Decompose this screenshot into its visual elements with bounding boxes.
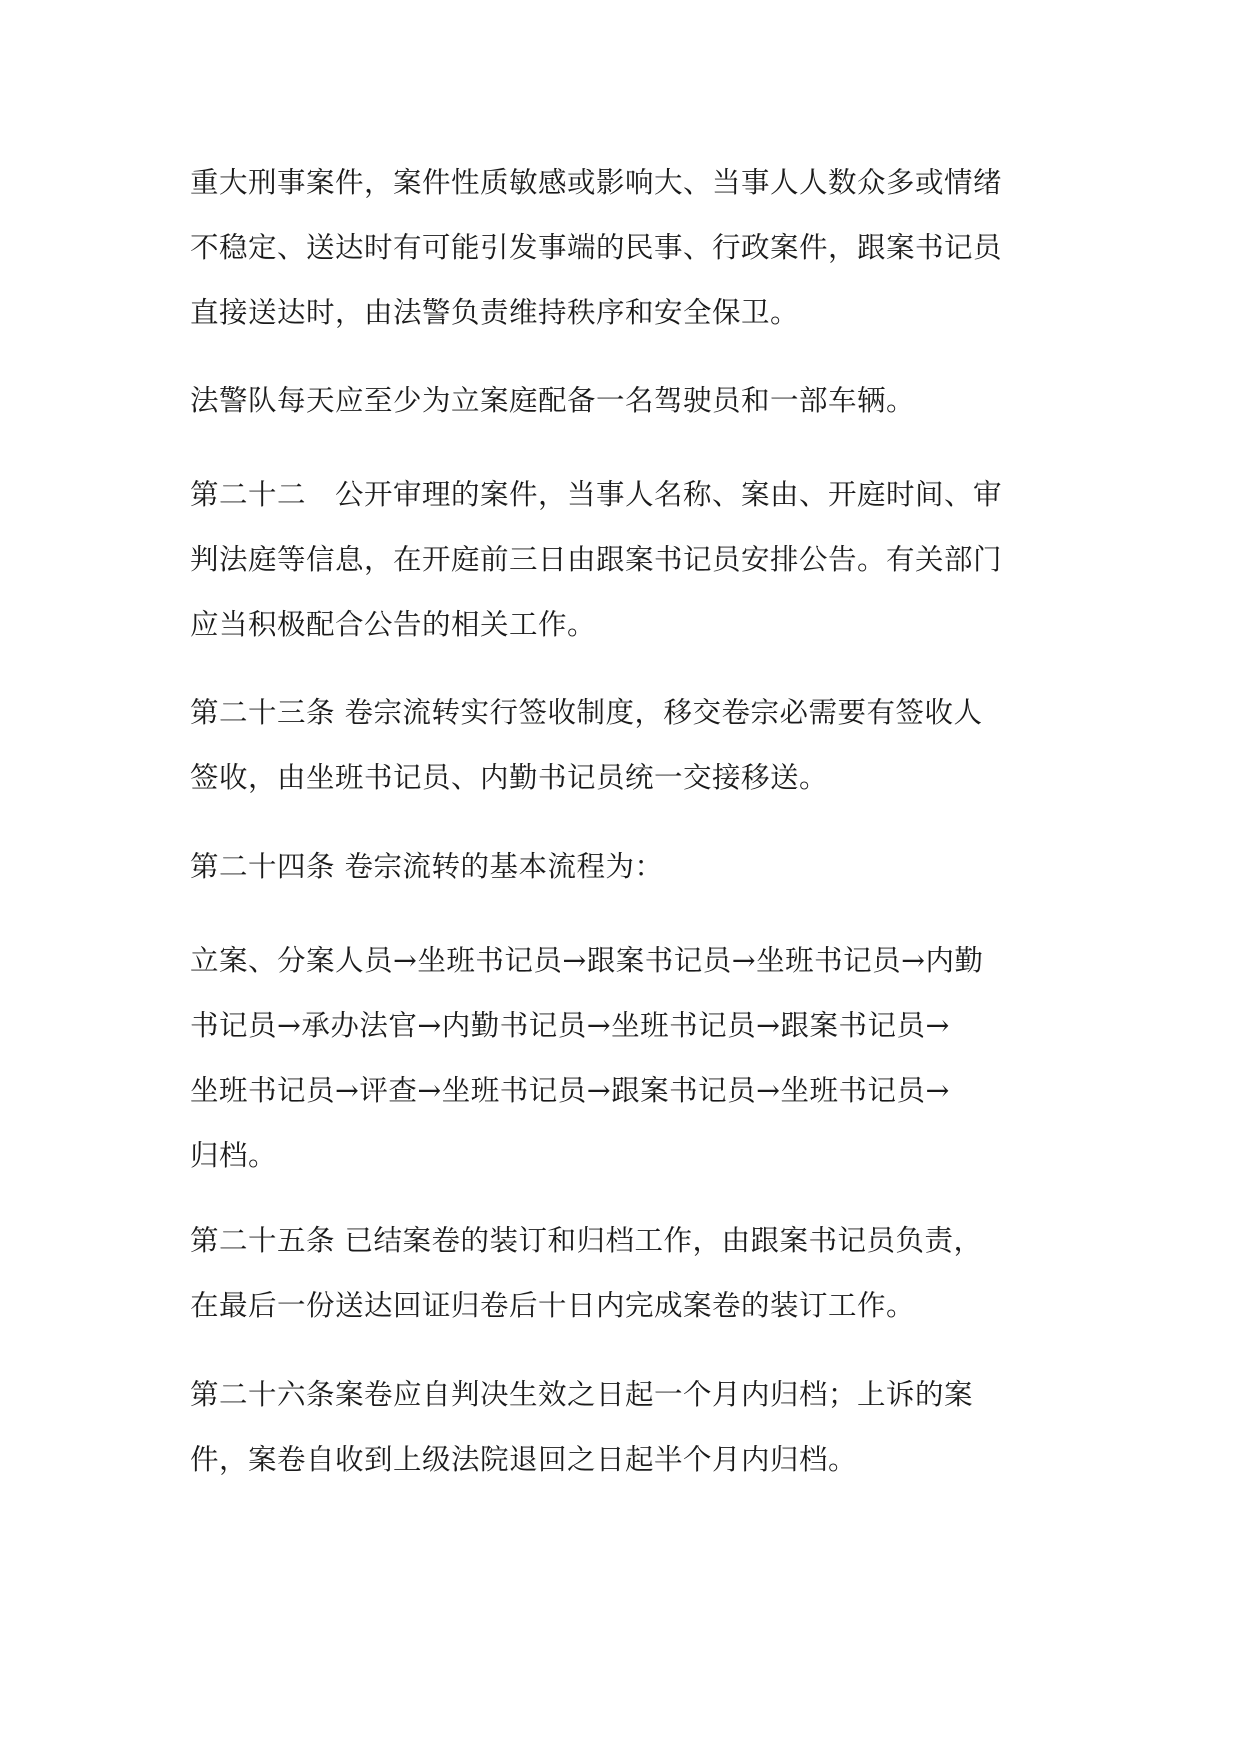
paragraph-criminal-case-delivery: [190, 150, 1070, 345]
paragraph-article-25: [190, 1208, 1070, 1338]
paragraph-bailiff-vehicle: [190, 368, 1070, 433]
text-line: 书记员→承办法官→内勤书记员→坐班书记员→跟案书记员→: [190, 1009, 950, 1042]
text-line: 重大刑事案件，案件性质敏感或影响大、当事人人数众多或情绪: [190, 166, 1003, 199]
text-line: 立案、分案人员→坐班书记员→跟案书记员→坐班书记员→内勤: [190, 944, 984, 977]
text-line: 不稳定、送达时有可能引发事端的民事、行政案件，跟案书记员: [190, 231, 1003, 264]
text-line: 第二十四条 卷宗流转的基本流程为：: [190, 850, 664, 883]
text-line: 第二十三条 卷宗流转实行签收制度，移交卷宗必需要有签收人: [190, 696, 983, 729]
text-line: 判法庭等信息，在开庭前三日由跟案书记员安排公告。有关部门: [190, 543, 1003, 576]
text-line: 第二十二 公开审理的案件，当事人名称、案由、开庭时间、审: [190, 478, 1003, 511]
text-line: 归档。: [190, 1139, 278, 1172]
text-line: 签收，由坐班书记员、内勤书记员统一交接移送。: [190, 761, 829, 794]
paragraph-article-23: [190, 680, 1070, 810]
text-line: 应当积极配合公告的相关工作。: [190, 608, 597, 641]
paragraph-case-file-flow: [190, 928, 1070, 1188]
text-line: 第二十六条案卷应自判决生效之日起一个月内归档；上诉的案: [190, 1378, 974, 1411]
text-line: 件，案卷自收到上级法院退回之日起半个月内归档。: [190, 1443, 858, 1476]
paragraph-article-22: [190, 462, 1070, 657]
paragraph-article-26: [190, 1362, 1070, 1492]
text-line: 第二十五条 已结案卷的装订和归档工作，由跟案书记员负责，: [190, 1224, 983, 1257]
text-line: 法警队每天应至少为立案庭配备一名驾驶员和一部车辆。: [190, 384, 916, 417]
text-line: 在最后一份送达回证归卷后十日内完成案卷的装订工作。: [190, 1289, 916, 1322]
text-line: 坐班书记员→评查→坐班书记员→跟案书记员→坐班书记员→: [190, 1074, 950, 1107]
paragraph-article-24: [190, 834, 1070, 899]
text-line: 直接送达时，由法警负责维持秩序和安全保卫。: [190, 296, 800, 329]
